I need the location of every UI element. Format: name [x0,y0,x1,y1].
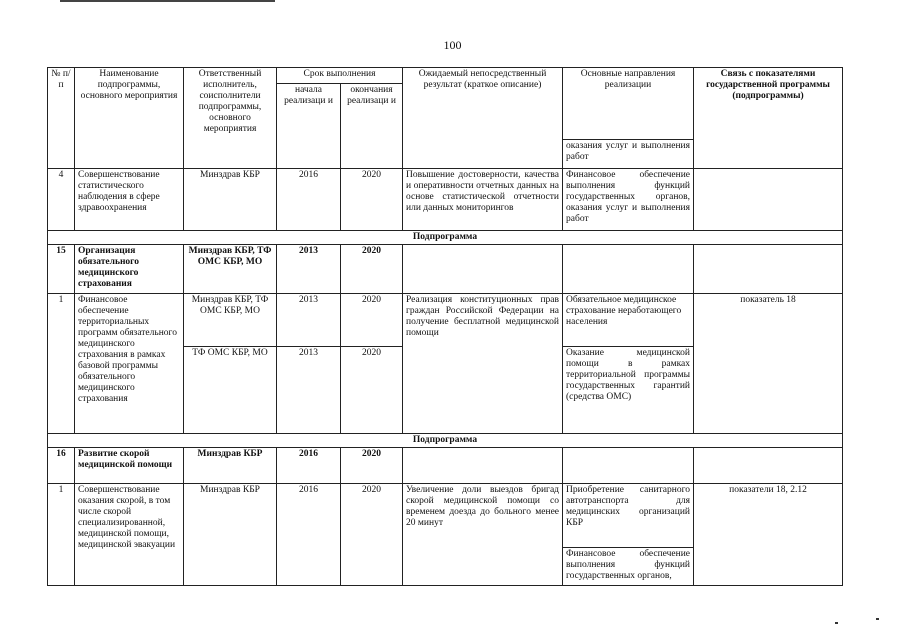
row-link: показатель 18 [694,294,843,434]
row-end: 2020 [341,245,403,294]
row-executor: Минздрав КБР [184,484,277,586]
row-start: 2013 [277,245,341,294]
header-executor: Ответственный исполнитель, соисполнители подпрограммы, основного мероприятия [184,68,277,169]
table-row [48,245,843,294]
scan-speck [835,622,838,624]
row-start: 2016 [277,448,341,484]
row-end: 2020 [341,448,403,484]
table-row [48,484,843,548]
scan-speck [876,618,879,620]
row-executor: Минздрав КБР, ТФ ОМС КБР, МО [184,245,277,294]
row-name: Развитие скорой медицинской помощи [75,448,184,484]
row-num: 4 [48,169,75,231]
row-start: 2016 [277,169,341,231]
row-directions: Финансовое обеспечение выполнения функций государственных органов, [563,548,694,586]
row-link: показатели 18, 2.12 [694,484,843,586]
row-directions: Оказание медицинской помощи в рамках территориальной программы государственных гарантий (средства ОМС) [563,347,694,434]
header-link: Связь с показателями государственной программы (подпрограммы) [694,68,843,169]
row-num: 1 [48,294,75,434]
row-link [694,169,843,231]
subprogram-label: Подпрограмма [48,434,843,448]
row-name: Организация обязательного медицинского страхования [75,245,184,294]
row-name: Совершенствование статистического наблюдения в сфере здравоохранения [75,169,184,231]
table-row [48,294,843,347]
row-directions [563,245,694,294]
row-directions: Обязательное медицинское страхование неработающего населения [563,294,694,347]
row-result [403,448,563,484]
continuation-text: оказания услуг и выполнения работ [563,140,694,169]
page-number: 100 [443,38,462,52]
row-result: Увеличение доли выездов бригад скорой медицинской помощи со временем доезда до больного менее 20 минут [403,484,563,586]
table-row [48,169,843,231]
header-end: окончания реализаци и [341,84,403,169]
row-num: 1 [48,484,75,586]
row-link [694,448,843,484]
row-end: 2020 [341,347,403,434]
row-end: 2020 [341,169,403,231]
top-rule [60,0,275,2]
row-directions: Финансовое обеспечение выполнения функций государственных органов, оказания услуг и выполнения работ [563,169,694,231]
header-directions: Основные направления реализации [563,68,694,140]
row-start: 2016 [277,484,341,586]
program-table [47,67,843,586]
row-executor: Минздрав КБР [184,169,277,231]
row-start: 2013 [277,294,341,347]
row-end: 2020 [341,294,403,347]
header-result: Ожидаемый непосредственный результат (краткое описание) [403,68,563,169]
subprogram-label: Подпрограмма [48,231,843,245]
row-link [694,245,843,294]
row-executor: Минздрав КБР [184,448,277,484]
row-num: 15 [48,245,75,294]
row-directions [563,448,694,484]
row-start: 2013 [277,347,341,434]
row-name: Финансовое обеспечение территориальных программ обязательного медицинского страхования в рамках базовой программы обязательного медицинского страхования [75,294,184,434]
header-num: № п/ п [48,68,75,169]
row-result: Повышение достоверности, качества и оперативности отчетных данных на основе статистической отчетности или данных мониторингов [403,169,563,231]
header-start: начала реализаци и [277,84,341,169]
row-num: 16 [48,448,75,484]
row-executor: Минздрав КБР, ТФ ОМС КБР, МО [184,294,277,347]
row-directions: Приобретение санитарного автотранспорта для медицинских организаций КБР [563,484,694,548]
row-result [403,245,563,294]
row-result: Реализация конституционных прав граждан Российской Федерации на получение бесплатной медицинской помощи [403,294,563,434]
header-name: Наименование подпрограммы, основного мероприятия [75,68,184,169]
row-executor: ТФ ОМС КБР, МО [184,347,277,434]
header-period: Срок выполнения [277,68,403,84]
table-row [48,448,843,484]
row-end: 2020 [341,484,403,586]
row-name: Совершенствование оказания скорой, в том числе скорой специализированной, медицинской помощи, медицинской эвакуации [75,484,184,586]
